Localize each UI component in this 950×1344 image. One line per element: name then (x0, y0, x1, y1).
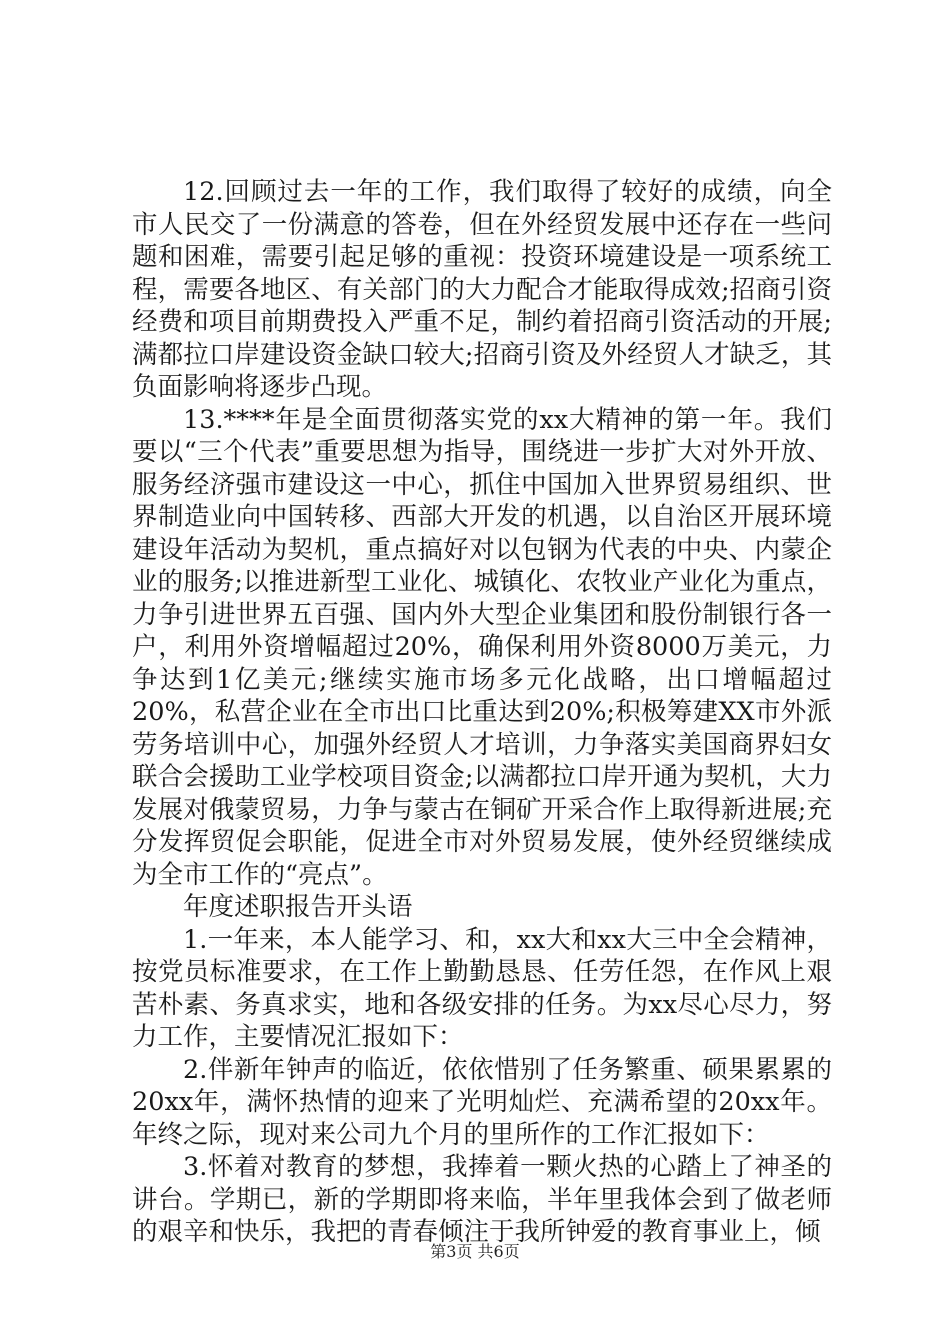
opening-item-2: 2.伴新年钟声的临近，依依惜别了任务繁重、硕果累累的20xx年，满怀热情的迎来了光明灿烂、充满希望的20xx年。年终之际，现对来公司九个月的里所作的工作汇报如下： (132, 1054, 832, 1150)
paragraph-12: 12.回顾过去一年的工作，我们取得了较好的成绩，向全市人民交了一份满意的答卷，但在外经贸发展中还存在一些问题和困难，需要引起足够的重视：投资环境建设是一项系统工程，需要各地区、有关部门的大力配合才能取得成效;招商引资经费和项目前期费投入严重不足，制约着招商引资活动的开展;满都拉口岸建设资金缺口较大;招商引资及外经贸人才缺乏，其负面影响将逐步凸现。 (132, 177, 832, 402)
page-number-footer: 第3页 共6页 (430, 1242, 520, 1261)
opening-item-1: 1.一年来，本人能学习、和，xx大和xx大三中全会精神，按党员标准要求，在工作上勤勤恳恳、任劳任怨，在作风上艰苦朴素、务真求实，地和各级安排的任务。为xx尽心尽力，努力工作，主要情况汇报如下： (132, 924, 832, 1052)
paragraph-13: 13.****年是全面贯彻落实党的xx大精神的第一年。我们要以“三个代表”重要思想为指导，围绕进一步扩大对外开放、服务经济强市建设这一中心，抓住中国加入世界贸易组织、世界制造业向中国转移、西部大开发的机遇，以自治区开展环境建设年活动为契机，重点搞好对以包钢为代表的中央、内蒙企业的服务;以推进新型工业化、城镇化、农牧业产业化为重点，力争引进世界五百强、国内外大型企业集团和股份制银行各一户，利用外资增幅超过20%，确保利用外资8000万美元，力争达到1亿美元;继续实施市场多元化战略，出口增幅超过20%，私营企业在全市出口比重达到20%;积极筹建XX市外派劳务培训中心，加强外经贸人才培训，力争落实美国商界妇女联合会援助工业学校项目资金;以满都拉口岸开通为契机，大力发展对俄蒙贸易，力争与蒙古在铜矿开采合作上取得新进展;充分发挥贸促会职能，促进全市对外贸易发展，使外经贸继续成为全市工作的“亮点”。 (132, 404, 832, 890)
document-body (132, 176, 832, 1249)
opening-item-3: 3.怀着对教育的梦想，我捧着一颗火热的心踏上了神圣的讲台。学期已，新的学期即将来临，半年里我体会到了做老师的艰辛和快乐，我把的青春倾注于我所钟爱的教育事业上，倾 (132, 1152, 832, 1247)
section-heading: 年度述职报告开头语 (183, 892, 413, 922)
